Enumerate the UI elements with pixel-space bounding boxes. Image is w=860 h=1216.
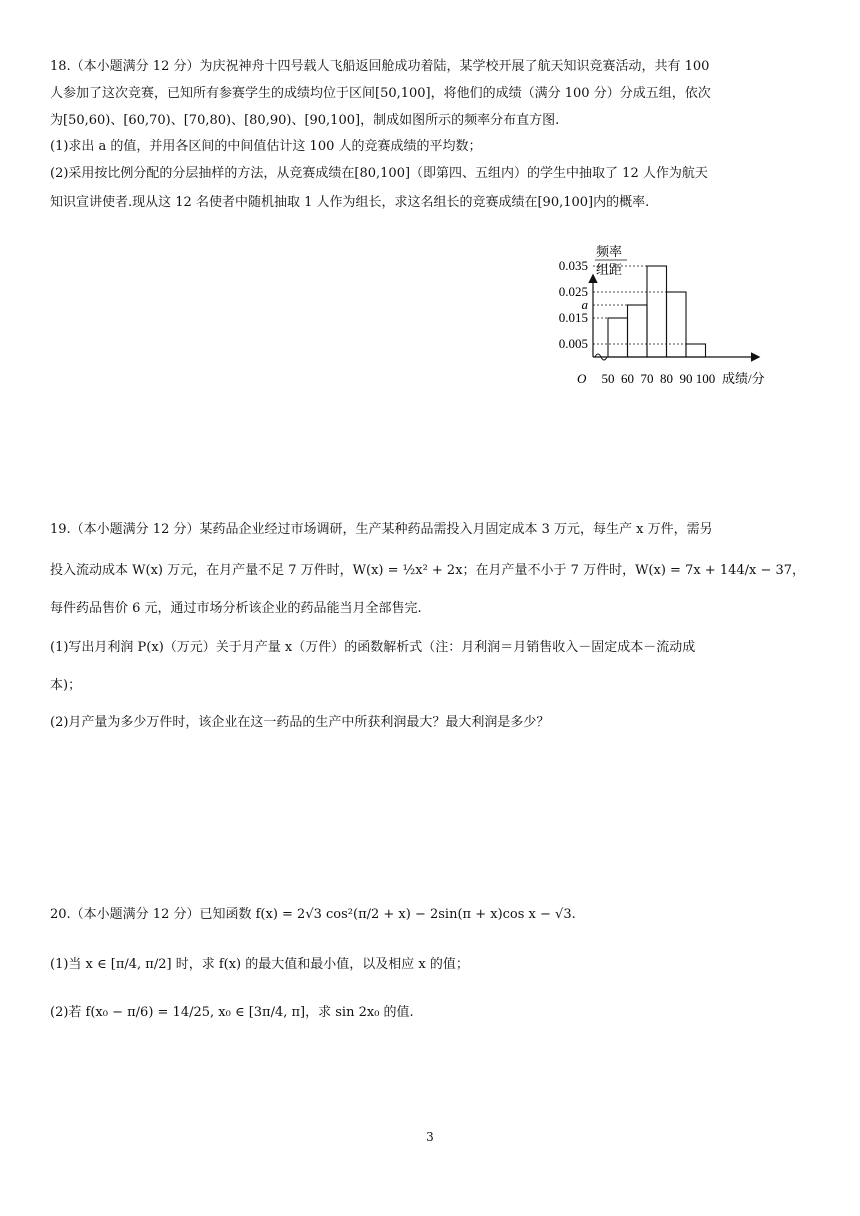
histogram-bar-0 xyxy=(608,318,628,357)
page-number: 3 xyxy=(426,1130,434,1144)
histogram-bar-3 xyxy=(667,292,687,357)
p20-line1: 20.（本小题满分 12 分）已知函数 f(x) = 2√3 cos²(π/2 + x) − 2sin(π + x)cos x − √3. xyxy=(50,907,576,922)
histogram-bar-4 xyxy=(686,344,706,357)
origin-label: O xyxy=(577,371,587,386)
x-tick-label-4: 90 xyxy=(679,371,693,386)
x-tick-label-3: 80 xyxy=(660,371,673,386)
x-tick-label-0: 50 xyxy=(601,371,615,386)
p18-line1: 18.（本小题满分 12 分）为庆祝神舟十四号载人飞船返回舱成功着陆，某学校开展了航天知识竞赛活动，共有 100 xyxy=(50,59,710,74)
p19-line1: 19.（本小题满分 12 分）某药品企业经过市场调研，生产某种药品需投入月固定成本 3 万元，每生产 x 万件，需另 xyxy=(50,522,713,537)
p19-line2: 投入流动成本 W(x) 万元，在月产量不足 7 万件时，W(x) = ½x² + 2x；在月产量不小于 7 万件时，W(x) = 7x + 144/x − 37， xyxy=(50,563,806,578)
y-tick-label-4: 0.005 xyxy=(558,336,588,351)
x-tick-label-5: 100 xyxy=(695,371,716,386)
p19-question-1-line2: 本)； xyxy=(50,678,82,693)
y-label-top: 频率 xyxy=(596,244,623,259)
p20-question-2: (2)若 f(x₀ − π/6) = 14/25, x₀ ∈ [3π/4, π]，求 sin 2x₀ 的值. xyxy=(50,1005,414,1020)
p18-line2: 人参加了这次竞赛，已知所有参赛学生的成绩均位于区间[50,100]，将他们的成绩（满分 100 分）分成五组，依次 xyxy=(50,86,711,101)
histogram-bar-2 xyxy=(647,266,667,357)
p19-question-2: (2)月产量为多少万件时，该企业在这一药品的生产中所获利润最大？最大利润是多少？ xyxy=(50,715,550,730)
y-tick-label-2: a xyxy=(581,297,588,312)
p18-question-1: (1)求出 a 的值，并用各区间的中间值估计这 100 人的竞赛成绩的平均数； xyxy=(50,139,482,154)
p19-line3: 每件药品售价 6 元，通过市场分析该企业的药品能当月全部售完. xyxy=(50,601,422,616)
p18-question-2-line1: (2)采用按比例分配的分层抽样的方法，从竞赛成绩在[80,100]（即第四、五组内）的学生中抽取了 12 人作为航天 xyxy=(50,166,708,181)
y-tick-label-1: 0.025 xyxy=(558,284,588,299)
p18-question-2-line2: 知识宣讲使者.现从这 12 名使者中随机抽取 1 人作为组长，求这名组长的竞赛成绩在[90,100]内的概率. xyxy=(50,195,650,210)
x-tick-label-1: 60 xyxy=(621,371,634,386)
y-label-bottom: 组距 xyxy=(596,262,623,277)
histogram-bar-1 xyxy=(628,305,648,357)
p19-question-1-line1: (1)写出月利润 P(x)（万元）关于月产量 x（万件）的函数解析式（注：月利润＝月销售收入－固定成本－流动成 xyxy=(50,640,696,655)
x-tick-label-2: 70 xyxy=(640,371,654,386)
y-tick-label-3: 0.015 xyxy=(558,310,588,325)
y-tick-label-0: 0.035 xyxy=(558,258,588,273)
x-axis-label: 成绩/分 xyxy=(722,371,765,386)
frequency-histogram xyxy=(548,238,788,398)
p18-line3: 为[50,60)、[60,70)、[70,80)、[80,90)、[90,100]，制成如图所示的频率分布直方图. xyxy=(50,113,560,128)
p20-question-1: (1)当 x ∈ [π/4, π/2] 时，求 f(x) 的最大值和最小值，以及相应 x 的值； xyxy=(50,957,469,972)
